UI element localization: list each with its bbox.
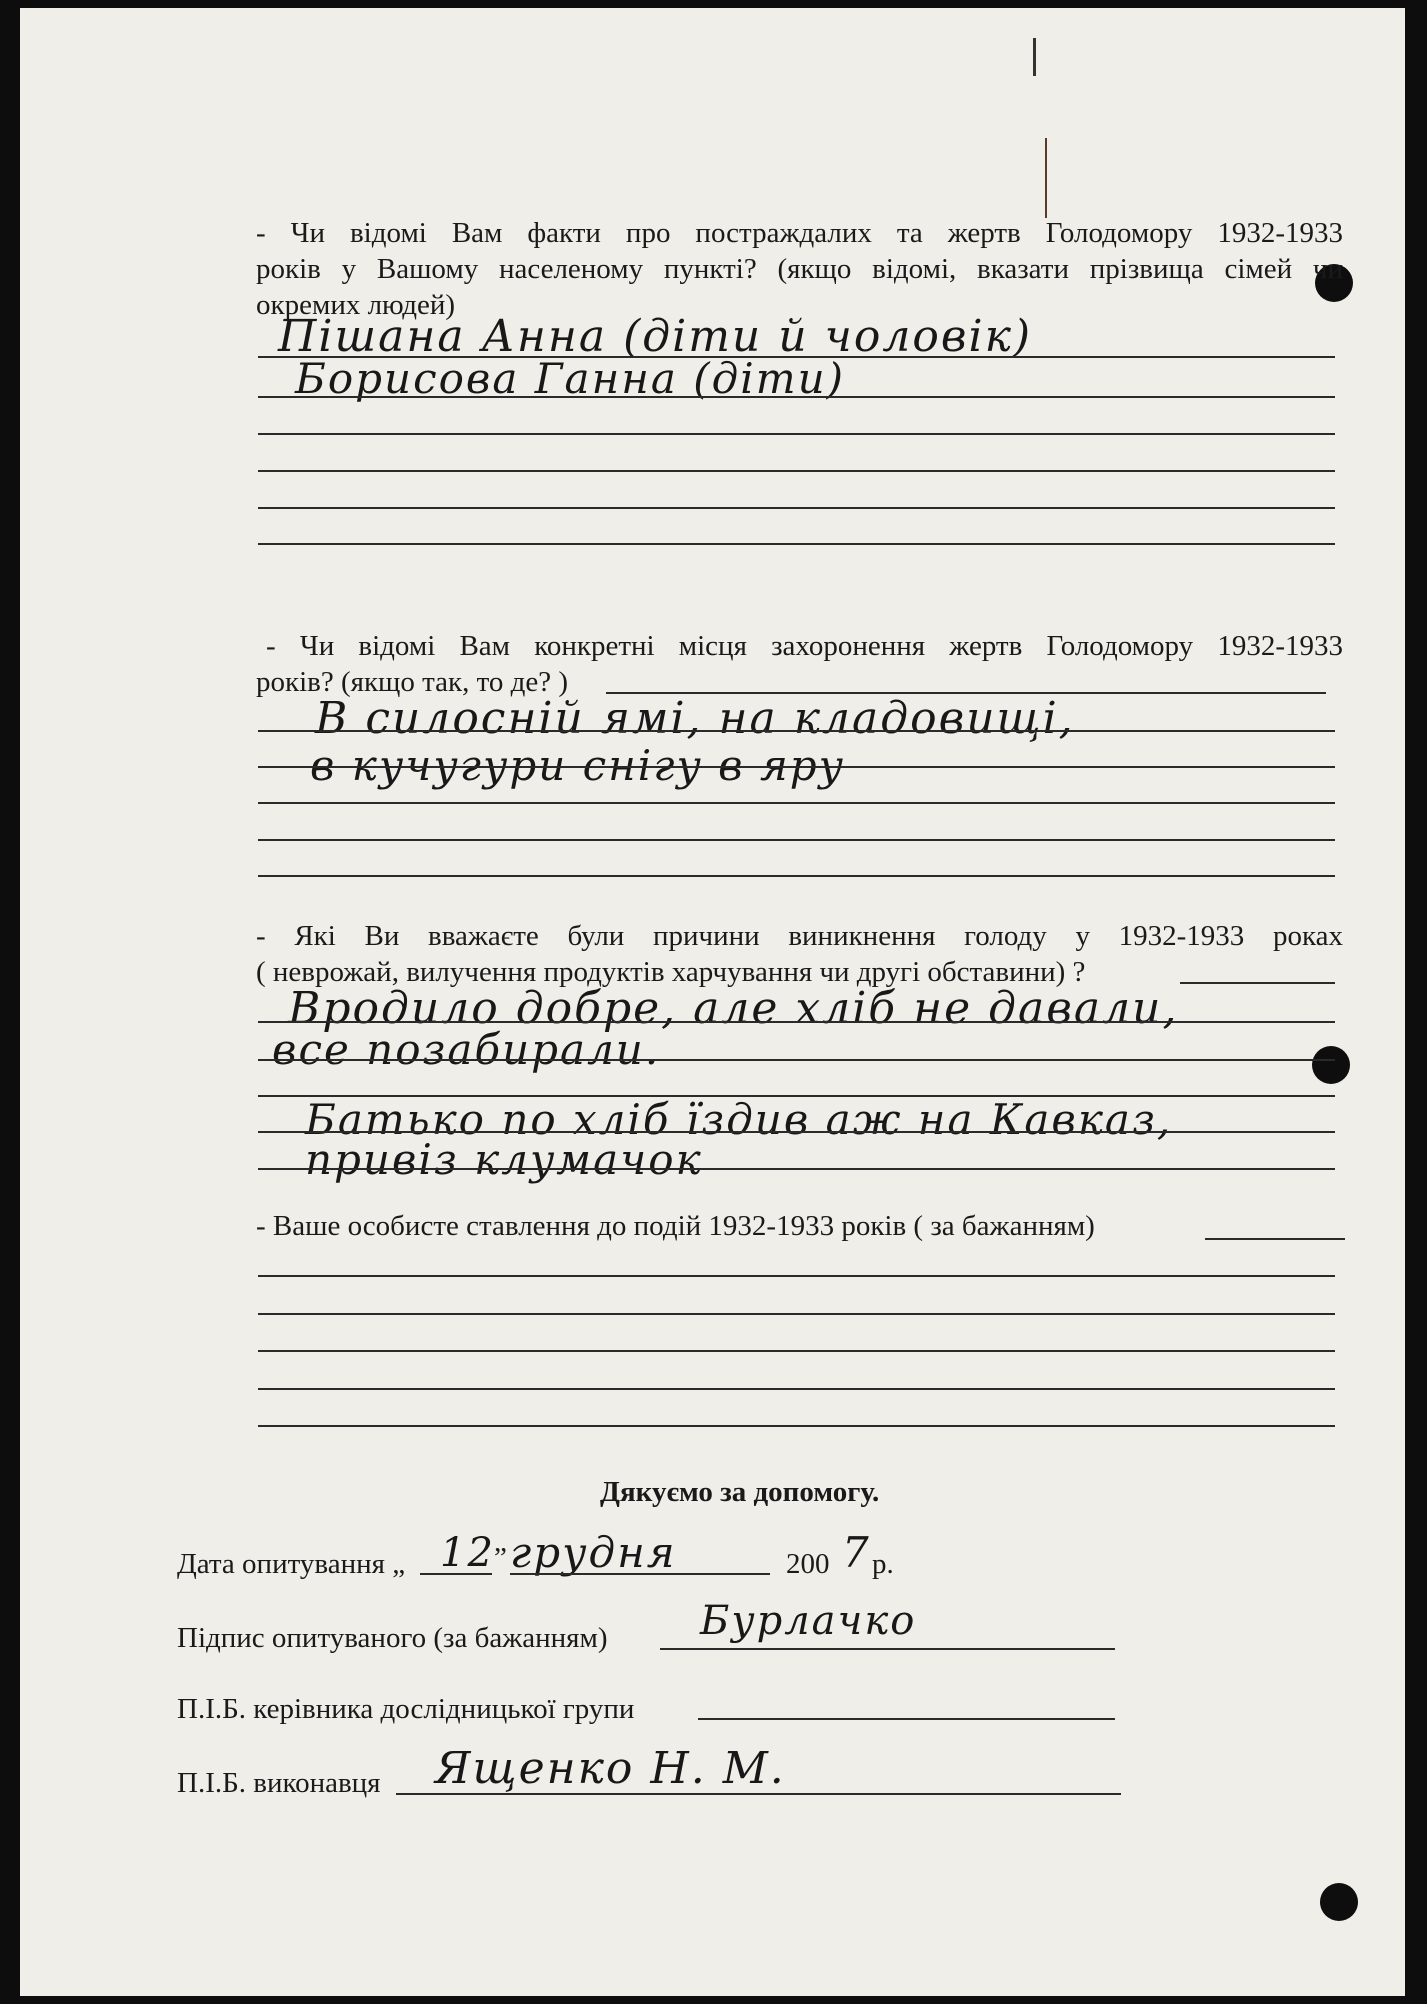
date-day: 12 bbox=[440, 1530, 495, 1576]
performer-line bbox=[396, 1793, 1121, 1795]
answer-line bbox=[258, 730, 1335, 732]
date-day-line bbox=[420, 1573, 492, 1575]
answer-line bbox=[258, 356, 1335, 358]
edge-mark bbox=[1045, 138, 1047, 218]
signature-label: Підпис опитуваного (за бажанням) bbox=[177, 1622, 608, 1654]
answer-line bbox=[258, 839, 1335, 841]
date-month-line bbox=[510, 1573, 770, 1575]
thanks-heading: Дякуємо за допомогу. bbox=[600, 1476, 880, 1508]
q3-text-line2: ( неврожай, вилучення продуктів харчування чи другі обставини) ? bbox=[256, 956, 1086, 988]
performer-value: Ященко Н. М. bbox=[435, 1743, 786, 1794]
answer-line bbox=[258, 543, 1335, 545]
answer-line bbox=[258, 1425, 1335, 1427]
answer-line bbox=[258, 1131, 1335, 1133]
answer-line bbox=[258, 1313, 1335, 1315]
date-label: Дата опитування „ bbox=[177, 1548, 406, 1580]
answer-line bbox=[1180, 982, 1335, 984]
q2-text-line1: - Чи відомі Вам конкретні місця захоронення жертв Голодомору 1932-1933 bbox=[266, 630, 1343, 662]
date-month: грудня bbox=[510, 1528, 677, 1577]
answer-line bbox=[258, 1059, 1335, 1061]
answer-line bbox=[258, 1168, 1335, 1170]
q1-text-line2: років у Вашому населеному пункті? (якщо відомі, вказати прізвища сімей чи bbox=[256, 253, 1343, 285]
answer-line bbox=[258, 1275, 1335, 1277]
q2-answer-line2: в кучугури снігу в яру bbox=[310, 741, 846, 790]
signature-value: Бурлачко bbox=[700, 1598, 917, 1644]
q1-answer-line2: Борисова Ганна (діти) bbox=[295, 354, 845, 403]
q1-answer-line1: Пішана Анна (діти й чоловік) bbox=[278, 311, 1033, 362]
answer-line bbox=[258, 1388, 1335, 1390]
q2-text-line2: років? (якщо так, то де? ) bbox=[256, 666, 569, 698]
q3-answer-line1: Вродило добре, але хліб не давали, bbox=[288, 983, 1179, 1034]
year-prefix: 200 bbox=[786, 1548, 830, 1580]
answer-line bbox=[1205, 1238, 1345, 1240]
answer-line bbox=[258, 875, 1335, 877]
answer-line bbox=[258, 396, 1335, 398]
answer-line bbox=[258, 802, 1335, 804]
answer-line bbox=[258, 1095, 1335, 1097]
answer-line bbox=[258, 766, 1335, 768]
date-close-quote: ” bbox=[494, 1542, 507, 1574]
answer-line bbox=[258, 433, 1335, 435]
edge-mark bbox=[1033, 38, 1036, 76]
q2-answer-line1: В силосній ямі, на кладовищі, bbox=[315, 693, 1075, 744]
answer-line bbox=[258, 1021, 1335, 1023]
q1-text-line3: окремих людей) bbox=[256, 289, 456, 321]
punch-hole bbox=[1320, 1883, 1358, 1921]
q3-answer-line4: привіз клумачок bbox=[305, 1135, 703, 1184]
answer-line bbox=[258, 507, 1335, 509]
year-digit: 7 bbox=[842, 1528, 869, 1577]
q4-text-line1: - Ваше особисте ставлення до подій 1932-1933 років ( за бажанням) bbox=[256, 1210, 1095, 1242]
q3-answer-line3: Батько по хліб їздив аж на Кавказ, bbox=[305, 1095, 1173, 1144]
q1-text-line1: - Чи відомі Вам факти про постраждалих та жертв Голодомору 1932-1933 bbox=[256, 217, 1343, 249]
punch-hole bbox=[1312, 1046, 1350, 1084]
questionnaire-page bbox=[20, 8, 1405, 1996]
answer-line bbox=[258, 1350, 1335, 1352]
signature-line bbox=[660, 1648, 1115, 1650]
performer-label: П.І.Б. виконавця bbox=[177, 1767, 381, 1799]
q3-answer-line2: все позабирали. bbox=[272, 1025, 661, 1074]
supervisor-line bbox=[698, 1718, 1115, 1720]
year-suffix: р. bbox=[872, 1548, 894, 1580]
q3-text-line1: - Які Ви вважаєте були причини виникнення голоду у 1932-1933 роках bbox=[256, 920, 1343, 952]
supervisor-label: П.І.Б. керівника дослідницької групи bbox=[177, 1693, 635, 1725]
answer-line bbox=[258, 470, 1335, 472]
